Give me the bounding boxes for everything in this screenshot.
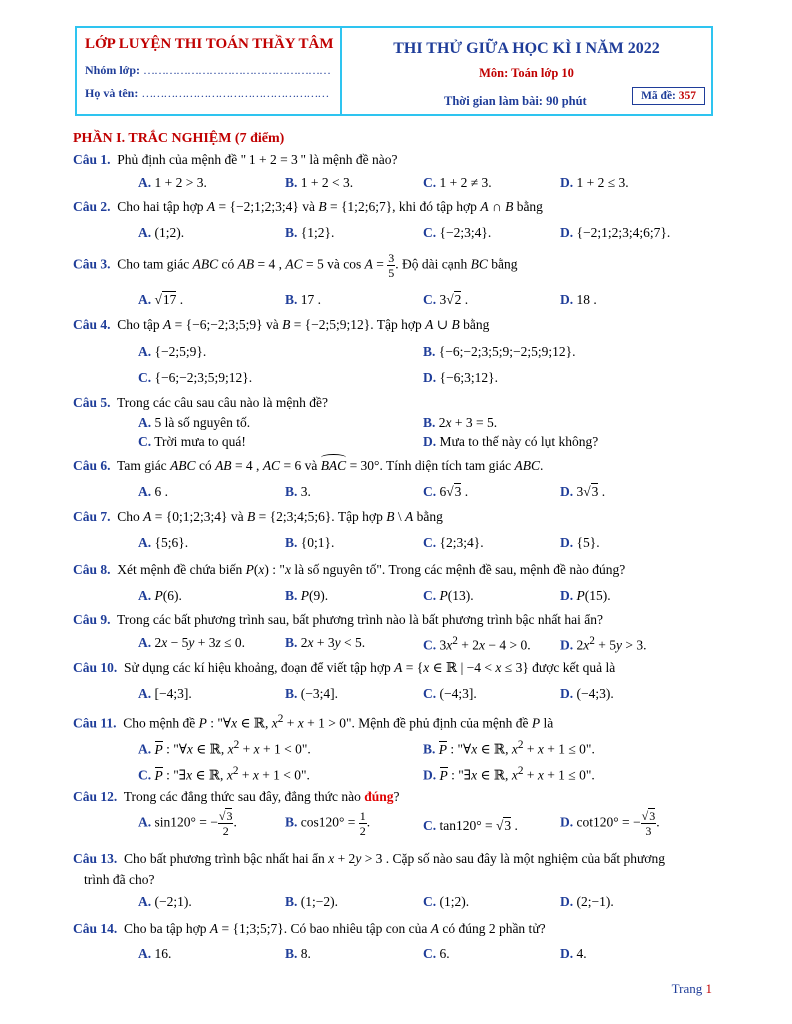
question-13: Câu 13. Cho bất phương trình bậc nhất hai ẩn x + 2y > 3 . Cặp số nào sau đây là một nghiệm của bất phương <box>73 851 665 866</box>
q7-option-d[interactable]: D. {5}. <box>560 535 600 550</box>
option-letter: A. <box>138 344 152 359</box>
header-left-panel <box>77 28 342 114</box>
option-letter: D. <box>560 175 574 190</box>
option-letter: D. <box>560 292 574 307</box>
option-letter: B. <box>423 741 436 757</box>
option-letter: B. <box>285 292 298 307</box>
q9-option-c[interactable]: C. $3x^2 + 2x - 4 > 0$. <box>423 635 531 653</box>
q3-option-c[interactable]: C. 3√2 . <box>423 292 469 307</box>
q4-option-d[interactable]: D. {−6;3;12}. <box>423 370 498 385</box>
option-letter: B. <box>285 225 298 240</box>
q6-option-d[interactable]: D. 3√3 . <box>560 484 606 499</box>
question-number: Câu 5. <box>73 395 111 410</box>
q11-option-b[interactable]: B. P : "∀x ∈ ℝ, $x^2 + x + 1 \le 0$". <box>423 739 595 757</box>
q2-option-b[interactable]: B. {1;2}. <box>285 225 335 240</box>
question-14: Câu 14. Cho ba tập hợp A = {1;3;5;7}. Có bao nhiêu tập con của A có đúng 2 phần tử? <box>73 921 546 936</box>
option-letter: D. <box>423 767 437 783</box>
question-number: Câu 11. <box>73 715 117 731</box>
question-7: Câu 7. Cho A = {0;1;2;3;4} và B = {2;3;4;5;6}. Tập hợp B \ A bằng <box>73 509 443 524</box>
option-letter: C. <box>423 588 437 603</box>
q11-option-a[interactable]: A. P : "∀x ∈ ℝ, $x^2 + x + 1 < 0$". <box>138 739 311 757</box>
option-letter: A. <box>138 946 152 961</box>
section-title: PHẦN I. TRẮC NGHIỆM (7 điểm) <box>73 131 285 146</box>
q8-option-b[interactable]: B. P(9). <box>285 588 329 603</box>
question-number: Câu 6. <box>73 458 111 473</box>
question-number: Câu 9. <box>73 612 111 627</box>
name-blank: …………………………………………… <box>141 86 329 100</box>
q5-stem: Trong các câu sau câu nào là mệnh đề? <box>117 395 328 410</box>
exam-code-box <box>632 87 705 105</box>
option-letter: D. <box>560 946 574 961</box>
q12-option-c[interactable]: C. tan120° = √3 . <box>423 818 518 833</box>
q6-option-b[interactable]: B. 3. <box>285 484 311 499</box>
q2-option-d[interactable]: D. {−2;1;2;3;4;6;7}. <box>560 225 671 240</box>
q5-option-a[interactable] <box>138 415 250 431</box>
school-name: LỚP LUYỆN THI TOÁN THẦY TÂM <box>85 36 334 52</box>
exam-title: THI THỬ GIỮA HỌC KÌ I NĂM 2022 <box>393 40 660 57</box>
question-1: Câu 1. Phủ định của mệnh đề " 1 + 2 = 3 " là mệnh đề nào? <box>73 152 398 167</box>
q8-option-c[interactable]: C. P(13). <box>423 588 474 603</box>
option-letter: A. <box>138 175 152 190</box>
fraction: $\frac{3}{5}$ <box>388 251 395 280</box>
q4-option-a[interactable]: A. {−2;5;9}. <box>138 344 207 359</box>
question-number: Câu 3. <box>73 256 111 272</box>
question-6: Câu 6. Tam giác ABC có AB = 4 , AC = 6 và BAC = 30°. Tính diện tích tam giác ABC. <box>73 458 544 473</box>
name-label: Họ và tên: <box>85 86 139 100</box>
question-5 <box>73 395 328 411</box>
exam-subject: Môn: Toán lớp 10 <box>479 66 574 80</box>
fraction: $\frac{√3}{3}$ <box>641 809 656 838</box>
option-letter: D. <box>560 588 574 603</box>
q1-option-d[interactable]: D. 1 + 2 ≤ 3. <box>560 175 629 190</box>
option-letter: A. <box>138 814 152 830</box>
option-letter: B. <box>285 686 298 701</box>
q3-option-a[interactable]: A. √17 . <box>138 292 184 307</box>
q13-option-b[interactable]: B. (1;−2). <box>285 894 338 909</box>
option-letter: C. <box>423 175 437 190</box>
q5-option-c[interactable] <box>138 434 246 450</box>
q7-option-b[interactable]: B. {0;1}. <box>285 535 335 550</box>
option-letter: B. <box>285 175 298 190</box>
exam-time: Thời gian làm bài: 90 phút <box>444 94 587 108</box>
q13-option-d[interactable]: D. (2;−1). <box>560 894 614 909</box>
question-number: Câu 1. <box>73 152 111 167</box>
option-letter: B. <box>423 344 436 359</box>
option-letter: D. <box>560 894 574 909</box>
option-letter: D. <box>560 535 574 550</box>
q14-option-b[interactable]: B. 8. <box>285 946 311 961</box>
q6-option-c[interactable]: C. 6√3 . <box>423 484 469 499</box>
q14-option-a[interactable]: A. 16. <box>138 946 172 961</box>
q1-option-c[interactable]: C. 1 + 2 ≠ 3. <box>423 175 492 190</box>
question-4: Câu 4. Cho tập A = {−6;−2;3;5;9} và B = {−2;5;9;12}. Tập hợp A ∪ B bằng <box>73 317 490 332</box>
option-letter: D. <box>560 814 574 830</box>
option-letter: B. <box>285 814 298 830</box>
option-letter: C. <box>423 818 437 833</box>
option-letter: A. <box>138 415 152 430</box>
question-9: Câu 9. Trong các bất phương trình sau, bất phương trình nào là bất phương trình bậc nhất hai ẩn? <box>73 612 604 627</box>
exam-header <box>75 26 713 116</box>
question-number: Câu 10. <box>73 660 118 675</box>
option-letter: A. <box>138 292 152 307</box>
question-number: Câu 8. <box>73 562 111 577</box>
q2-option-a[interactable]: A. (1;2). <box>138 225 185 240</box>
option-letter: C. <box>138 370 152 385</box>
option-letter: C. <box>423 894 437 909</box>
q5-option-d-text: Mưa to thế này có lụt không? <box>439 434 599 449</box>
q8-option-a[interactable]: A. P(6). <box>138 588 182 603</box>
question-number: Câu 13. <box>73 851 118 866</box>
highlight-word: đúng <box>364 789 394 804</box>
option-letter: B. <box>285 894 298 909</box>
q13-option-c[interactable]: C. (1;2). <box>423 894 470 909</box>
option-letter: D. <box>560 686 574 701</box>
fraction: $\frac{√3}{2}$ <box>218 809 233 838</box>
option-letter: D. <box>560 637 574 653</box>
q14-option-c[interactable]: C. 6. <box>423 946 450 961</box>
q1-option-a[interactable]: A. 1 + 2 > 3. <box>138 175 207 190</box>
name-field <box>85 86 340 101</box>
option-letter: D. <box>423 370 437 385</box>
option-letter: B. <box>285 588 298 603</box>
option-letter: A. <box>138 225 152 240</box>
q7-option-a[interactable]: A. {5;6}. <box>138 535 189 550</box>
q13-option-a[interactable]: A. (−2;1). <box>138 894 192 909</box>
header-right-panel <box>342 28 711 114</box>
q1-option-b[interactable]: B. 1 + 2 < 3. <box>285 175 354 190</box>
option-letter: A. <box>138 635 152 650</box>
q12-option-a[interactable]: A. sin120° = − $\frac{√3}{2}$ . <box>138 809 237 838</box>
option-letter: A. <box>138 484 152 499</box>
option-letter: C. <box>423 292 437 307</box>
q12-option-b[interactable]: B. cos120° = $\frac{1}{2}$ . <box>285 809 371 838</box>
question-13-continued: trình đã cho? <box>84 872 155 887</box>
q5-option-a-text: 5 là số nguyên tố. <box>154 415 251 430</box>
option-letter: D. <box>560 225 574 240</box>
option-letter: C. <box>138 434 152 449</box>
option-letter: B. <box>423 415 436 430</box>
group-field <box>85 63 340 78</box>
option-letter: D. <box>560 484 574 499</box>
group-label: Nhóm lớp: <box>85 63 140 77</box>
q7-option-c[interactable]: C. {2;3;4}. <box>423 535 484 550</box>
q14-option-d[interactable]: D. 4. <box>560 946 587 961</box>
q10-option-b[interactable]: B. (−3;4]. <box>285 686 338 701</box>
q9-option-d[interactable]: D. $2x^2 + 5y > 3$. <box>560 635 647 653</box>
question-number: Câu 2. <box>73 199 111 214</box>
question-number: Câu 4. <box>73 317 111 332</box>
fraction: $\frac{1}{2}$ <box>359 809 366 838</box>
q10-option-d[interactable]: D. (−4;3). <box>560 686 614 701</box>
option-letter: B. <box>285 635 298 650</box>
option-letter: C. <box>423 637 437 653</box>
page-number <box>672 981 712 997</box>
option-letter: C. <box>423 225 437 240</box>
option-letter: C. <box>423 484 437 499</box>
option-letter: B. <box>285 946 298 961</box>
question-number: Câu 14. <box>73 921 118 936</box>
option-letter: A. <box>138 894 152 909</box>
question-3: Câu 3. Cho tam giác ABC có AB = 4 , AC = 5 và cos A = $\frac{3}{5}$ . Độ dài cạnh BC bằng <box>73 251 518 280</box>
question-8: Câu 8. Xét mệnh đề chứa biến P(x) : "x là số nguyên tố". Trong các mệnh đề sau, mệnh đề nào đúng? <box>73 562 626 577</box>
q9-option-a[interactable]: A. 2x − 5y + 3z ≤ 0. <box>138 635 246 650</box>
q5-option-d[interactable] <box>423 434 598 450</box>
option-letter: A. <box>138 741 152 757</box>
q8-option-d[interactable]: D. P(15). <box>560 588 611 603</box>
exam-code-label: Mã đề: <box>641 90 676 102</box>
q4-option-b[interactable]: B. {−6;−2;3;5;9;−2;5;9;12}. <box>423 344 576 359</box>
option-letter: A. <box>138 588 152 603</box>
option-letter: A. <box>138 535 152 550</box>
question-11: Câu 11. Cho mệnh đề P : "∀x ∈ ℝ, $x^2 + x + 1 > 0$". Mệnh đề phủ định của mệnh đề P là <box>73 713 554 731</box>
option-letter: C. <box>423 946 437 961</box>
q12-option-d[interactable]: D. cot120° = − $\frac{√3}{3}$ . <box>560 809 660 838</box>
exam-code-value: 357 <box>678 90 696 102</box>
option-letter: C. <box>423 535 437 550</box>
q11-option-d[interactable]: D. P : "∃x ∈ ℝ, $x^2 + x + 1 \le 0$". <box>423 765 595 783</box>
q6-option-a[interactable]: A. 6 . <box>138 484 168 499</box>
question-number: Câu 7. <box>73 509 111 524</box>
question-10: Câu 10. Sử dụng các kí hiệu khoảng, đoạn để viết tập hợp A = {x ∈ ℝ | −4 < x ≤ 3} được kết quả là <box>73 660 616 675</box>
q2-option-c[interactable]: C. {−2;3;4}. <box>423 225 492 240</box>
q9-option-b[interactable]: B. 2x + 3y < 5. <box>285 635 366 650</box>
question-number: Câu 12. <box>73 789 118 804</box>
option-letter: D. <box>423 434 437 449</box>
q3-option-d[interactable]: D. 18 . <box>560 292 597 307</box>
group-blank: …………………………………………… <box>142 63 330 77</box>
q4-option-c[interactable]: C. {−6;−2;3;5;9;12}. <box>138 370 253 385</box>
option-letter: A. <box>138 686 152 701</box>
q11-option-c[interactable]: C. P : "∃x ∈ ℝ, $x^2 + x + 1 < 0$". <box>138 765 310 783</box>
page-label: Trang <box>671 981 703 996</box>
option-letter: B. <box>285 484 298 499</box>
q5-option-c-text: Trời mưa to quá! <box>154 434 246 449</box>
q10-option-a[interactable]: A. [−4;3]. <box>138 686 192 701</box>
q10-option-c[interactable]: C. (−4;3]. <box>423 686 477 701</box>
q3-option-b[interactable]: B. 17 . <box>285 292 322 307</box>
q5-option-b[interactable]: B. 2x + 3 = 5. <box>423 415 498 430</box>
question-2: Câu 2. Cho hai tập hợp A = {−2;1;2;3;4} và B = {1;2;6;7}, khi đó tập hợp A ∩ B bằng <box>73 199 543 214</box>
option-letter: B. <box>285 535 298 550</box>
page-value: 1 <box>705 981 712 996</box>
question-12: Câu 12. Trong các đẳng thức sau đây, đẳng thức nào đúng? <box>73 789 400 804</box>
option-letter: C. <box>138 767 152 783</box>
option-letter: C. <box>423 686 437 701</box>
